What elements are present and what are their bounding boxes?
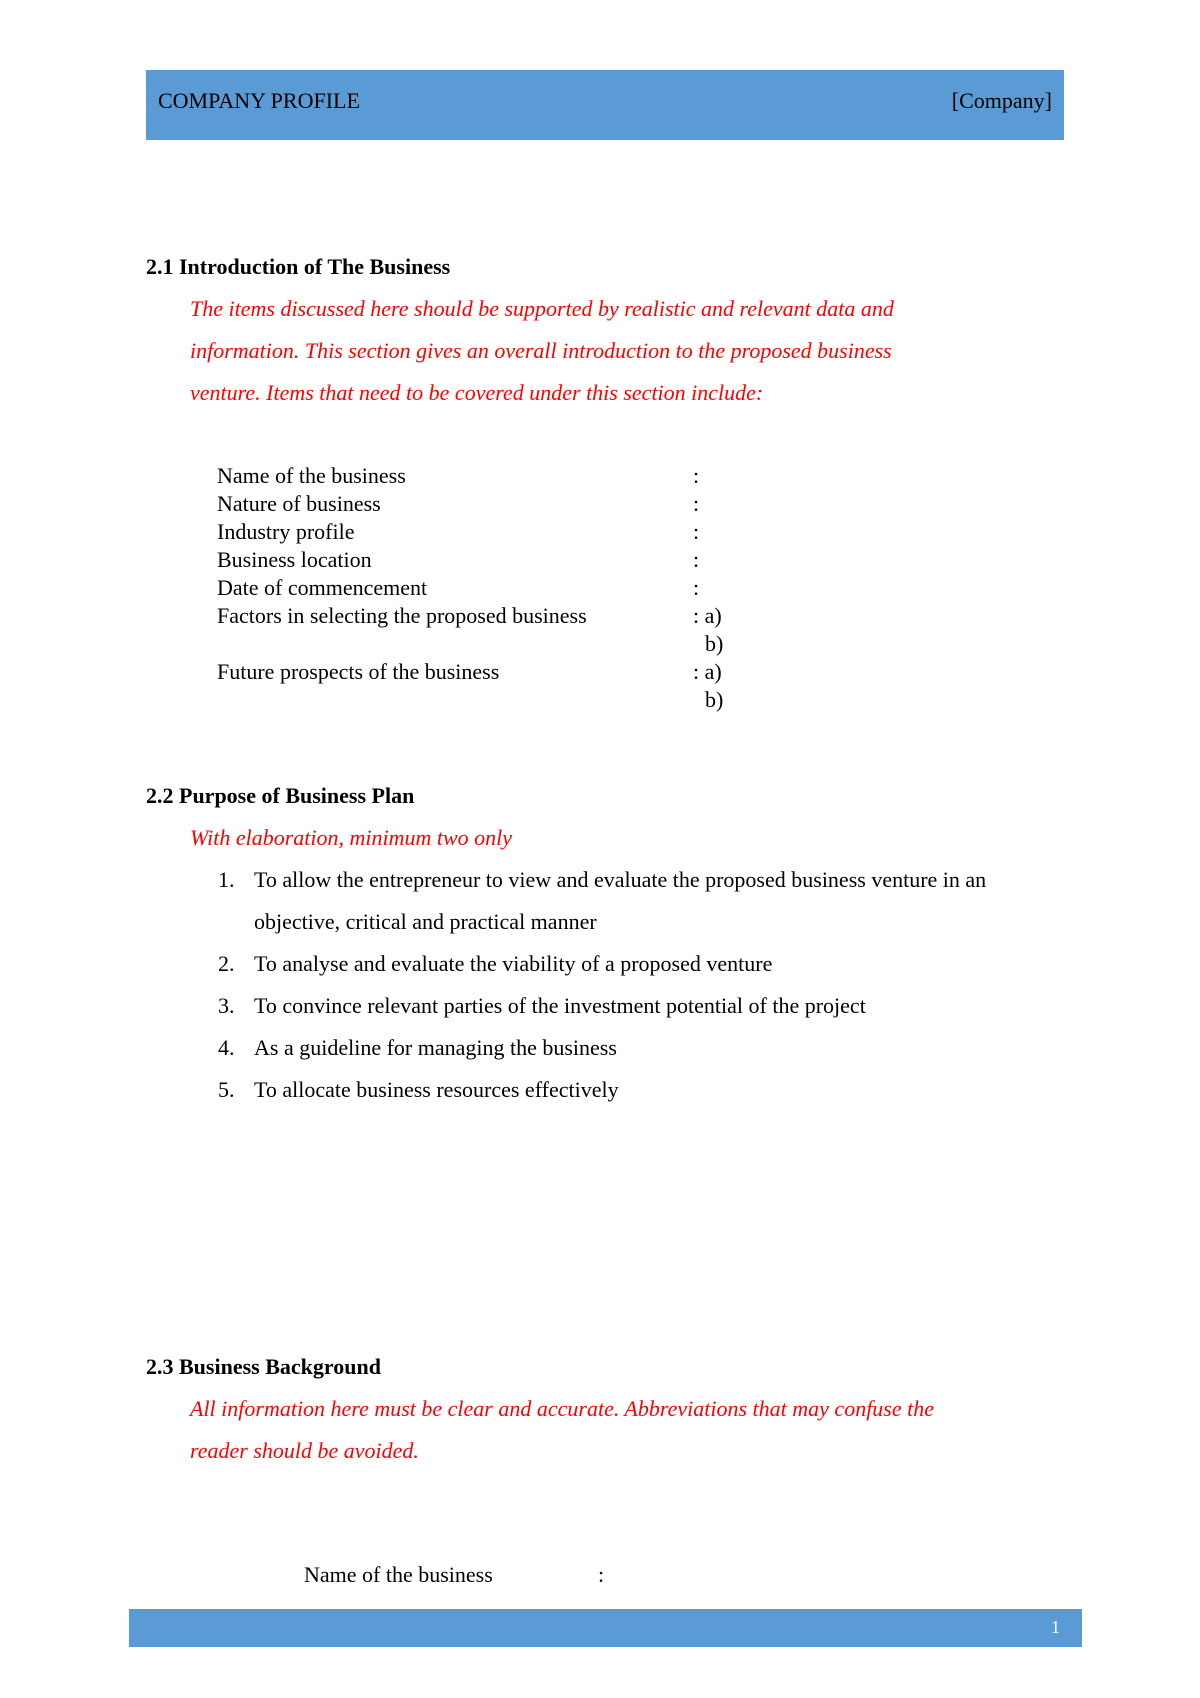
section-note xyxy=(190,288,1010,414)
header-title: COMPANY PROFILE xyxy=(158,88,360,113)
section-note xyxy=(190,1388,1010,1472)
field-colon: : xyxy=(693,519,700,544)
field-label: Industry profile xyxy=(217,519,355,544)
list-text: To allocate business resources effectively xyxy=(254,1077,619,1102)
page-footer xyxy=(129,1609,1082,1647)
note-line: venture. Items that need to be covered under this section include: xyxy=(190,380,764,405)
list-number: 3. xyxy=(218,993,235,1018)
note-line: All information here must be clear and accurate. Abbreviations that may confuse the xyxy=(190,1396,935,1421)
list-item xyxy=(218,985,1066,1027)
field-label: Business location xyxy=(217,547,372,572)
list-item xyxy=(218,859,1066,943)
field-colon: : xyxy=(693,491,700,516)
header-company: [Company] xyxy=(951,88,1052,113)
note-line: The items discussed here should be supported by realistic and relevant data and xyxy=(190,296,894,321)
section-purpose xyxy=(146,781,1066,1111)
field-colon: : xyxy=(693,463,700,488)
page-header xyxy=(146,70,1064,140)
section-note: With elaboration, minimum two only xyxy=(190,825,513,850)
note-line: reader should be avoided. xyxy=(190,1438,419,1463)
page-number: 1 xyxy=(1051,1617,1060,1637)
purpose-list xyxy=(218,859,1066,1111)
field-sub-item: b) xyxy=(705,687,724,712)
field-colon: : xyxy=(598,1562,605,1587)
note-line: information. This section gives an overall introduction to the proposed business xyxy=(190,338,892,363)
field-colon: : a) xyxy=(693,659,722,684)
list-item xyxy=(218,1069,1066,1111)
section-title: 2.3 Business Background xyxy=(146,1354,381,1379)
field-label: Name of the business xyxy=(217,463,406,488)
section-background xyxy=(146,1352,1066,1472)
list-item xyxy=(218,1027,1066,1069)
list-text: To analyse and evaluate the viability of a proposed venture xyxy=(254,951,773,976)
section-title: 2.1 Introduction of The Business xyxy=(146,254,451,279)
list-number: 2. xyxy=(218,951,235,976)
list-item xyxy=(218,943,1066,985)
list-number: 5. xyxy=(218,1077,235,1102)
field-colon: : xyxy=(693,547,700,572)
list-number: 1. xyxy=(218,867,235,892)
list-text: To convince relevant parties of the investment potential of the project xyxy=(254,993,866,1018)
field-label: Date of commencement xyxy=(217,575,428,600)
list-text: To allow the entrepreneur to view and evaluate the proposed business venture in an objective, critical and practical manner xyxy=(254,867,987,934)
section-title: 2.2 Purpose of Business Plan xyxy=(146,783,415,808)
field-label: Future prospects of the business xyxy=(217,659,500,684)
field-colon: : a) xyxy=(693,603,722,628)
field-label: Name of the business xyxy=(304,1562,493,1587)
field-label: Factors in selecting the proposed business xyxy=(217,603,587,628)
field-label: Nature of business xyxy=(217,491,381,516)
list-number: 4. xyxy=(218,1035,235,1060)
field-colon: : xyxy=(693,575,700,600)
list-text: As a guideline for managing the business xyxy=(254,1035,617,1060)
field-sub-item: b) xyxy=(705,631,724,656)
section-introduction xyxy=(146,252,1066,414)
